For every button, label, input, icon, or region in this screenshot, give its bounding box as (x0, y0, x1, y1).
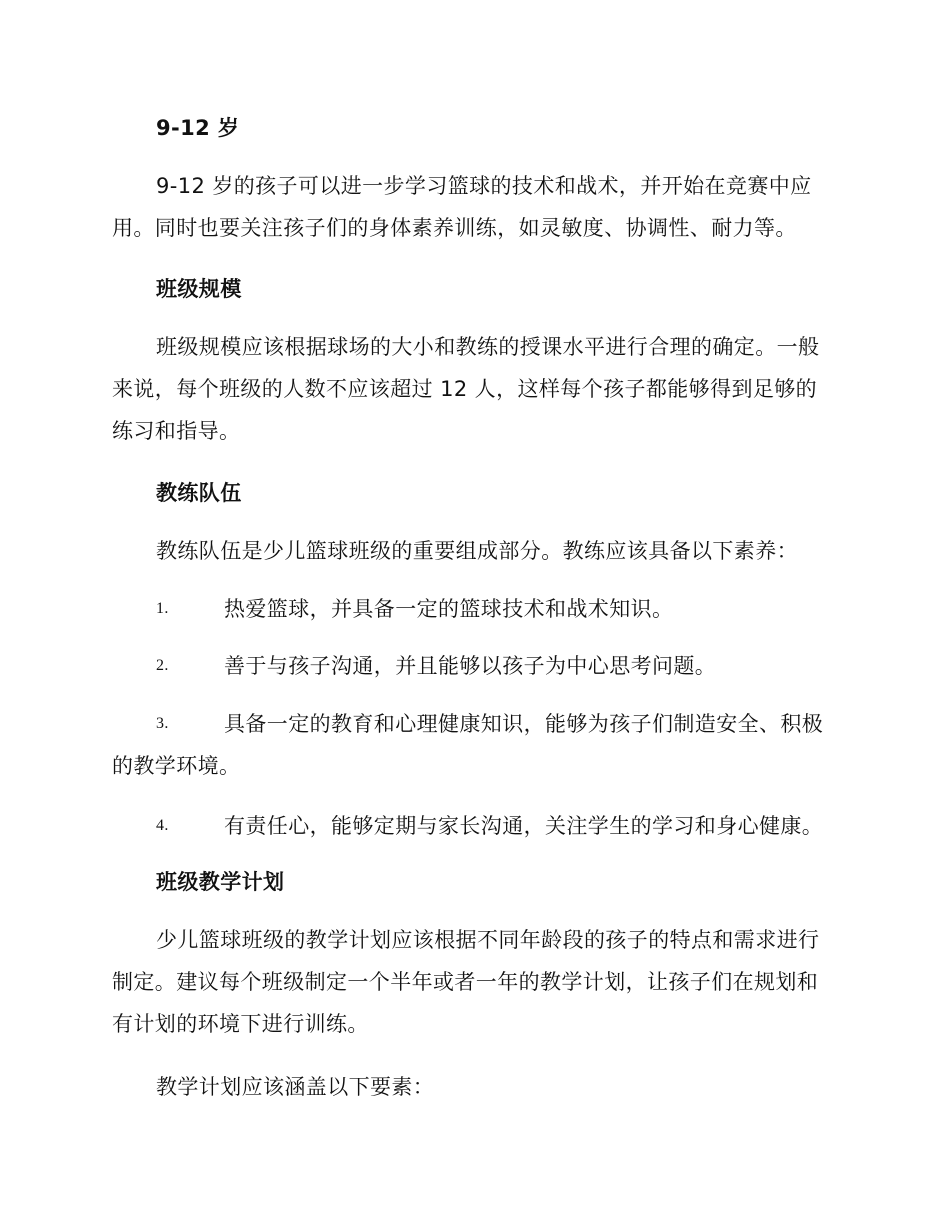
coach-intro: 教练队伍是少儿篮球班级的重要组成部分。教练应该具备以下素养： (156, 539, 798, 563)
list-item (112, 645, 838, 687)
list-number: 1. (156, 600, 169, 617)
list-item-text: 热爱篮球，并具备一定的篮球技术和战术知识。 (224, 597, 674, 621)
coach-heading: 教练队伍 (156, 481, 242, 505)
plan-line-2: 制定。建议每个班级制定一个半年或者一年的教学计划，让孩子们在规划和 (112, 970, 819, 994)
list-item (112, 588, 838, 630)
plan-elements-intro: 教学计划应该涵盖以下要素： (156, 1075, 435, 1099)
list-number: 2. (156, 657, 169, 674)
class-size-line-1: 班级规模应该根据球场的大小和教练的授课水平进行合理的确定。一般 (156, 335, 820, 359)
class-size-line-3: 练习和指导。 (112, 419, 241, 443)
age-paragraph-line-2: 用。同时也要关注孩子们的身体素养训练，如灵敏度、协调性、耐力等。 (112, 216, 797, 240)
list-item-text: 有责任心，能够定期与家长沟通，关注学生的学习和身心健康。 (224, 814, 824, 838)
age-paragraph (112, 165, 838, 249)
list-item (112, 703, 838, 787)
class-size-paragraph (112, 326, 838, 452)
class-size-heading: 班级规模 (156, 277, 242, 301)
list-number: 3. (156, 715, 169, 732)
plan-line-1: 少儿篮球班级的教学计划应该根据不同年龄段的孩子的特点和需求进行 (156, 928, 820, 952)
list-number: 4. (156, 817, 169, 834)
class-size-line-2: 来说，每个班级的人数不应该超过 12 人，这样每个孩子都能够得到足够的 (112, 377, 818, 401)
list-item-text: 具备一定的教育和心理健康知识，能够为孩子们制造安全、积极 (224, 712, 824, 736)
age-paragraph-line-1: 9-12 岁的孩子可以进一步学习篮球的技术和战术，并开始在竞赛中应 (156, 174, 812, 198)
plan-heading: 班级教学计划 (156, 870, 285, 894)
list-item (112, 805, 838, 847)
age-heading: 9-12 岁 (156, 116, 240, 140)
plan-line-3: 有计划的环境下进行训练。 (112, 1012, 369, 1036)
plan-paragraph (112, 919, 838, 1045)
list-item-continuation: 的教学环境。 (112, 754, 241, 778)
list-item-text: 善于与孩子沟通，并且能够以孩子为中心思考问题。 (224, 654, 717, 678)
